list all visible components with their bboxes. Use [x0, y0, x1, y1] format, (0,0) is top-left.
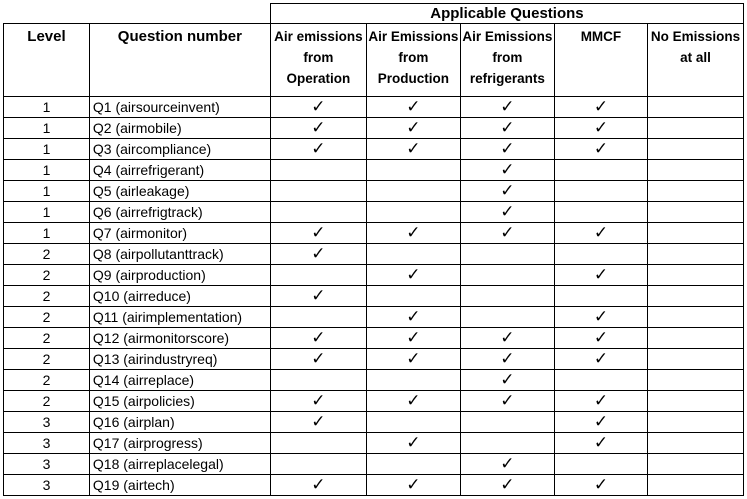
checkmark-icon: ✓	[500, 97, 515, 117]
checkmark-icon: ✓	[311, 118, 326, 138]
check-cell-operation	[270, 97, 366, 118]
question-cell: Q4 (airrefrigerant)	[89, 160, 270, 181]
applicable-questions-table	[3, 3, 744, 496]
check-cell-operation	[270, 181, 366, 202]
checkmark-icon: ✓	[406, 118, 421, 138]
question-cell: Q10 (airreduce)	[89, 286, 270, 307]
check-cell-production	[366, 454, 460, 475]
table-row	[4, 97, 744, 118]
check-cell-production	[366, 265, 460, 286]
question-cell: Q14 (airreplace)	[89, 370, 270, 391]
question-cell: Q3 (aircompliance)	[89, 139, 270, 160]
check-cell-operation	[270, 412, 366, 433]
check-cell-refrigerants	[460, 349, 554, 370]
checkmark-icon: ✓	[593, 433, 609, 453]
checkmark-icon: ✓	[311, 286, 326, 306]
level-cell: 2	[4, 391, 90, 412]
checkmark-icon: ✓	[406, 139, 421, 159]
check-cell-operation	[270, 391, 366, 412]
checkmark-icon: ✓	[500, 454, 515, 474]
check-cell-production	[366, 433, 460, 454]
level-cell: 2	[4, 244, 90, 265]
check-cell-refrigerants	[460, 139, 554, 160]
checkmark-icon: ✓	[311, 412, 326, 432]
checkmark-icon: ✓	[593, 412, 609, 432]
check-cell-operation	[270, 286, 366, 307]
checkmark-icon: ✓	[500, 139, 515, 159]
check-cell-production	[366, 286, 460, 307]
check-cell-refrigerants	[460, 181, 554, 202]
checkmark-icon: ✓	[500, 349, 515, 369]
check-cell-mmcf	[554, 370, 647, 391]
checkmark-icon: ✓	[311, 97, 326, 117]
column-header-refrigerants: Air Emissions from refrigerants	[460, 24, 554, 97]
table-row	[4, 244, 744, 265]
table-row	[4, 181, 744, 202]
level-cell: 2	[4, 307, 90, 328]
level-cell: 3	[4, 433, 90, 454]
level-cell: 1	[4, 202, 90, 223]
checkmark-icon: ✓	[500, 118, 515, 138]
table-row	[4, 412, 744, 433]
check-cell-refrigerants	[460, 265, 554, 286]
check-cell-mmcf	[554, 160, 647, 181]
checkmark-icon: ✓	[593, 391, 609, 411]
check-cell-mmcf	[554, 244, 647, 265]
checkmark-icon: ✓	[311, 475, 326, 495]
checkmark-icon: ✓	[500, 202, 515, 222]
check-cell-refrigerants	[460, 202, 554, 223]
check-cell-operation	[270, 139, 366, 160]
check-cell-operation	[270, 202, 366, 223]
check-cell-no-emissions	[647, 286, 743, 307]
level-cell: 3	[4, 454, 90, 475]
check-cell-operation	[270, 307, 366, 328]
question-cell: Q1 (airsourceinvent)	[89, 97, 270, 118]
check-cell-no-emissions	[647, 433, 743, 454]
check-cell-production	[366, 118, 460, 139]
checkmark-icon: ✓	[311, 391, 326, 411]
level-cell: 1	[4, 139, 90, 160]
table-row	[4, 286, 744, 307]
checkmark-icon: ✓	[500, 160, 515, 180]
check-cell-production	[366, 475, 460, 496]
check-cell-production	[366, 391, 460, 412]
check-cell-mmcf	[554, 223, 647, 244]
check-cell-refrigerants	[460, 286, 554, 307]
check-cell-operation	[270, 223, 366, 244]
check-cell-refrigerants	[460, 244, 554, 265]
check-cell-operation	[270, 475, 366, 496]
checkmark-icon: ✓	[406, 307, 421, 327]
checkmark-icon: ✓	[406, 391, 421, 411]
check-cell-production	[366, 307, 460, 328]
check-cell-no-emissions	[647, 202, 743, 223]
checkmark-icon: ✓	[500, 181, 515, 201]
level-cell: 2	[4, 286, 90, 307]
table-row	[4, 370, 744, 391]
check-cell-mmcf	[554, 433, 647, 454]
check-cell-no-emissions	[647, 160, 743, 181]
table-row	[4, 223, 744, 244]
table-row	[4, 139, 744, 160]
checkmark-icon: ✓	[593, 475, 609, 495]
check-cell-mmcf	[554, 118, 647, 139]
checkmark-icon: ✓	[406, 223, 421, 243]
check-cell-operation	[270, 160, 366, 181]
table-row	[4, 307, 744, 328]
check-cell-mmcf	[554, 349, 647, 370]
question-cell: Q13 (airindustryreq)	[89, 349, 270, 370]
checkmark-icon: ✓	[406, 265, 421, 285]
table-row	[4, 160, 744, 181]
checkmark-icon: ✓	[406, 433, 421, 453]
check-cell-no-emissions	[647, 223, 743, 244]
checkmark-icon: ✓	[311, 244, 326, 264]
check-cell-no-emissions	[647, 391, 743, 412]
level-cell: 1	[4, 223, 90, 244]
column-header-no-emissions: No Emissions at all	[647, 24, 743, 97]
check-cell-refrigerants	[460, 412, 554, 433]
column-header-operation: Air emissions from Operation	[270, 24, 366, 97]
level-cell: 1	[4, 181, 90, 202]
check-cell-operation	[270, 328, 366, 349]
table-row	[4, 475, 744, 496]
table-row	[4, 328, 744, 349]
question-cell: Q15 (airpolicies)	[89, 391, 270, 412]
checkmark-icon: ✓	[593, 349, 609, 369]
check-cell-refrigerants	[460, 391, 554, 412]
check-cell-no-emissions	[647, 349, 743, 370]
question-cell: Q8 (airpollutanttrack)	[89, 244, 270, 265]
question-cell: Q11 (airimplementation)	[89, 307, 270, 328]
check-cell-refrigerants	[460, 433, 554, 454]
check-cell-mmcf	[554, 412, 647, 433]
level-cell: 2	[4, 328, 90, 349]
check-cell-production	[366, 412, 460, 433]
check-cell-no-emissions	[647, 139, 743, 160]
table-row	[4, 454, 744, 475]
question-cell: Q9 (airproduction)	[89, 265, 270, 286]
question-cell: Q5 (airleakage)	[89, 181, 270, 202]
check-cell-production	[366, 328, 460, 349]
checkmark-icon: ✓	[500, 328, 515, 348]
check-cell-no-emissions	[647, 97, 743, 118]
check-cell-operation	[270, 454, 366, 475]
level-cell: 3	[4, 475, 90, 496]
check-cell-refrigerants	[460, 160, 554, 181]
level-cell: 3	[4, 412, 90, 433]
check-cell-operation	[270, 349, 366, 370]
checkmark-icon: ✓	[500, 370, 515, 390]
checkmark-icon: ✓	[593, 307, 609, 327]
check-cell-mmcf	[554, 202, 647, 223]
check-cell-refrigerants	[460, 454, 554, 475]
check-cell-production	[366, 349, 460, 370]
question-cell: Q2 (airmobile)	[89, 118, 270, 139]
check-cell-no-emissions	[647, 328, 743, 349]
check-cell-no-emissions	[647, 454, 743, 475]
level-cell: 2	[4, 265, 90, 286]
check-cell-refrigerants	[460, 307, 554, 328]
check-cell-no-emissions	[647, 181, 743, 202]
level-cell: 1	[4, 118, 90, 139]
check-cell-mmcf	[554, 139, 647, 160]
question-cell: Q19 (airtech)	[89, 475, 270, 496]
table-row	[4, 202, 744, 223]
question-cell: Q18 (airreplacelegal)	[89, 454, 270, 475]
checkmark-icon: ✓	[593, 328, 609, 348]
checkmark-icon: ✓	[593, 223, 609, 243]
question-number-header: Question number	[89, 24, 270, 97]
check-cell-mmcf	[554, 475, 647, 496]
check-cell-operation	[270, 265, 366, 286]
question-cell: Q12 (airmonitorscore)	[89, 328, 270, 349]
table-row	[4, 349, 744, 370]
check-cell-operation	[270, 433, 366, 454]
check-cell-mmcf	[554, 181, 647, 202]
check-cell-operation	[270, 244, 366, 265]
blank-corner-cell	[4, 4, 271, 24]
check-cell-refrigerants	[460, 475, 554, 496]
check-cell-operation	[270, 118, 366, 139]
checkmark-icon: ✓	[500, 223, 515, 243]
table-row	[4, 433, 744, 454]
checkmark-icon: ✓	[311, 349, 326, 369]
check-cell-mmcf	[554, 265, 647, 286]
check-cell-refrigerants	[460, 118, 554, 139]
check-cell-mmcf	[554, 307, 647, 328]
checkmark-icon: ✓	[406, 328, 421, 348]
checkmark-icon: ✓	[406, 349, 421, 369]
checkmark-icon: ✓	[311, 139, 326, 159]
check-cell-production	[366, 97, 460, 118]
question-cell: Q16 (airplan)	[89, 412, 270, 433]
table-row	[4, 391, 744, 412]
check-cell-refrigerants	[460, 370, 554, 391]
level-cell: 2	[4, 370, 90, 391]
check-cell-mmcf	[554, 286, 647, 307]
checkmark-icon: ✓	[593, 265, 609, 285]
question-cell: Q6 (airrefrigtrack)	[89, 202, 270, 223]
check-cell-production	[366, 202, 460, 223]
checkmark-icon: ✓	[311, 328, 326, 348]
check-cell-operation	[270, 370, 366, 391]
question-cell: Q17 (airprogress)	[89, 433, 270, 454]
check-cell-refrigerants	[460, 223, 554, 244]
check-cell-no-emissions	[647, 265, 743, 286]
check-cell-mmcf	[554, 328, 647, 349]
check-cell-production	[366, 244, 460, 265]
table-body	[4, 97, 744, 496]
check-cell-refrigerants	[460, 97, 554, 118]
group-title: Applicable Questions	[270, 4, 743, 24]
check-cell-mmcf	[554, 391, 647, 412]
checkmark-icon: ✓	[500, 475, 515, 495]
check-cell-production	[366, 370, 460, 391]
check-cell-no-emissions	[647, 475, 743, 496]
check-cell-production	[366, 139, 460, 160]
check-cell-no-emissions	[647, 244, 743, 265]
level-cell: 1	[4, 97, 90, 118]
checkmark-icon: ✓	[500, 391, 515, 411]
checkmark-icon: ✓	[593, 118, 609, 138]
table-row	[4, 118, 744, 139]
check-cell-refrigerants	[460, 328, 554, 349]
check-cell-no-emissions	[647, 412, 743, 433]
check-cell-production	[366, 223, 460, 244]
checkmark-icon: ✓	[593, 139, 609, 159]
question-cell: Q7 (airmonitor)	[89, 223, 270, 244]
level-header: Level	[4, 24, 90, 97]
checkmark-icon: ✓	[406, 475, 421, 495]
level-cell: 2	[4, 349, 90, 370]
check-cell-production	[366, 160, 460, 181]
check-cell-no-emissions	[647, 118, 743, 139]
check-cell-no-emissions	[647, 307, 743, 328]
checkmark-icon: ✓	[311, 223, 326, 243]
checkmark-icon: ✓	[593, 97, 609, 117]
check-cell-no-emissions	[647, 370, 743, 391]
check-cell-mmcf	[554, 454, 647, 475]
column-header-production: Air Emissions from Production	[366, 24, 460, 97]
column-header-mmcf: MMCF	[554, 24, 647, 97]
level-cell: 1	[4, 160, 90, 181]
check-cell-production	[366, 181, 460, 202]
check-cell-mmcf	[554, 97, 647, 118]
table-row	[4, 265, 744, 286]
checkmark-icon: ✓	[406, 97, 421, 117]
